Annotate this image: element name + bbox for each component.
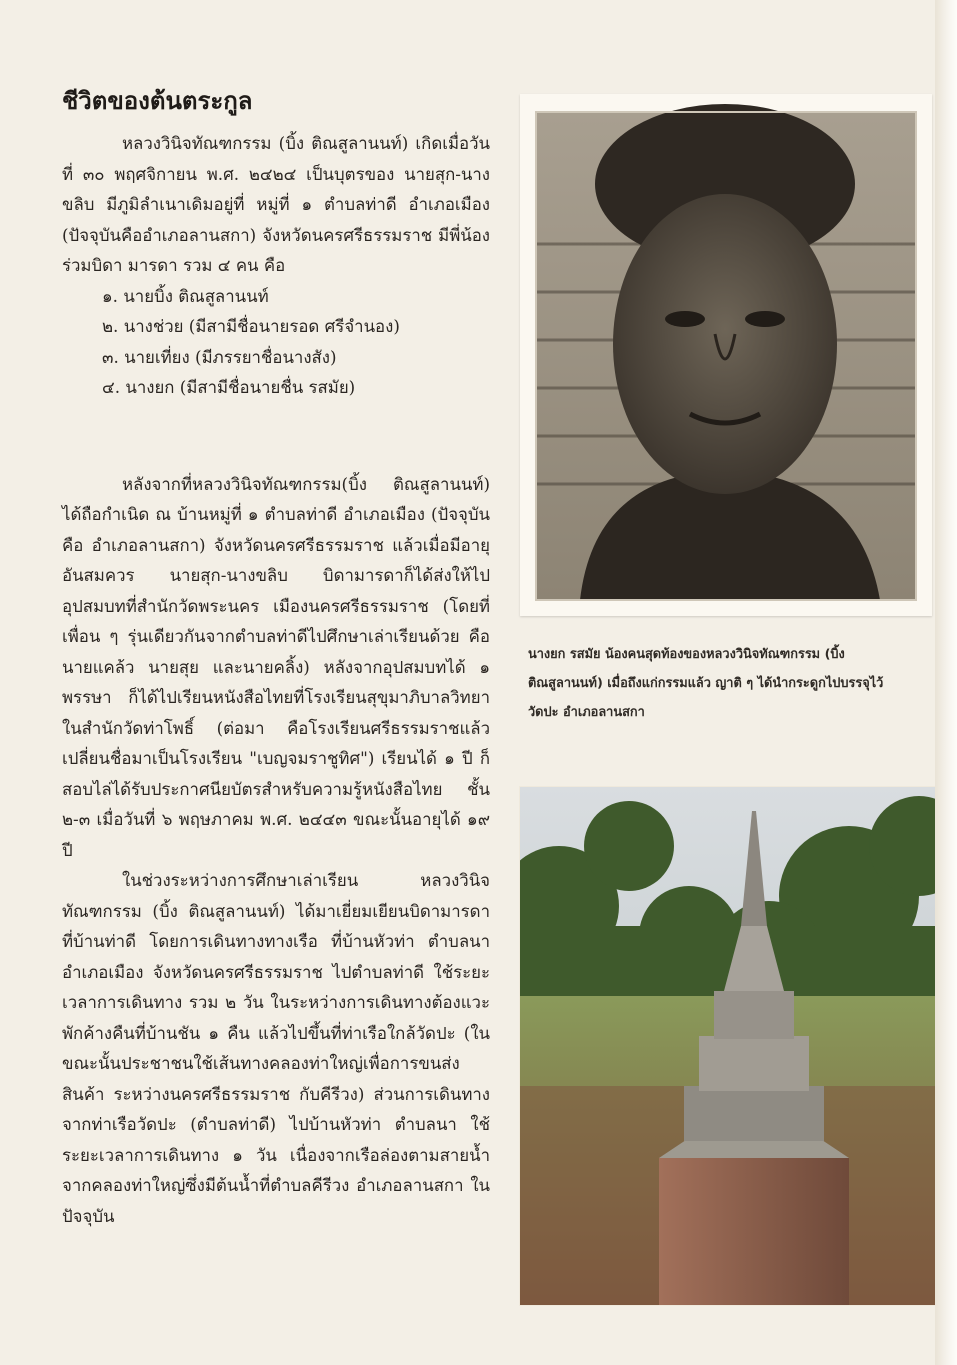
caption-line: วัดปะ อำเภอลานสกา xyxy=(528,705,645,720)
caption-line: ติณสูลานนท์) เมื่อถึงแก่กรรมแล้ว ญาติ ๆ ได้นำกระดูกไปบรรจุไว้ xyxy=(528,676,884,691)
intro-paragraph: หลวงวินิจทัณฑกรรม (บิ้ง ติณสูลานนท์) เกิดเมื่อวันที่ ๓๐ พฤศจิกายน พ.ศ. ๒๔๒๔ เป็นบุตรของ นายสุก-นางขลิบ มีภูมิลำเนาเดิมอยู่ที่ หมู่ที่ ๑ ตำบลท่าดี อำเภอเมือง (ปัจจุบันคืออำเภอลานสกา) จังหวัดนครศรีธรรมราช มีพี่น้องร่วมบิดา มารดา รวม ๔ คน คือ xyxy=(62,133,490,275)
list-item: ๓. นายเที่ยง (มีภรรยาชื่อนางสัง) xyxy=(102,346,337,367)
list-item: ๔. นางยก (มีสามีชื่อนายชื่น รสมัย) xyxy=(102,377,356,397)
list-item: ๒. นางช่วย (มีสามีชื่อนายรอด ศรีจำนอง) xyxy=(102,316,400,336)
spacer xyxy=(62,403,490,469)
text-column xyxy=(62,84,490,1231)
education-paragraph: หลังจากที่หลวงวินิจทัณฑกรรม(บิ้ง ติณสูลานนท์) ได้ถือกำเนิด ณ บ้านหมู่ที่ ๑ ตำบลท่าดี อำเภอเมือง (ปัจจุบันคือ อำเภอลานสกา) จังหวัดนครศรีธรรมราช แล้วเมื่อมีอายุอันสมควร นายสุก-นางขลิบ บิดามารดาก็ได้ส่งให้ไปอุปสมบทที่สำนักวัดพระนคร เมืองนครศรีธรรมราช (โดยที่เพื่อน ๆ รุ่นเดียวกันจากตำบลท่าดีไปศึกษาเล่าเรียนด้วย คือ นายแคล้ว นายสุย และนายคลิ้ง) หลังจากอุปสมบทได้ ๑ พรรษา ก็ได้ไปเรียนหนังสือไทยที่โรงเรียนสุขุมาภิบาลวิทยาในสำนักวัดท่าโพธิ์ (ต่อมา คือโรงเรียนศรีธรรมราชแล้วเปลี่ยนชื่อมาเป็นโรงเรียน "เบญจมราชูทิศ") เรียนได้ ๑ ปี ก็สอบไล่ได้รับประกาศนียบัตรสำหรับความรู้หนังสือไทย ชั้น ๒-๓ เมื่อวันที่ ๖ พฤษภาคม พ.ศ. ๒๔๔๓ ขณะนั้นอายุได้ ๑๙ ปี xyxy=(62,473,490,860)
page-gutter xyxy=(935,0,957,1365)
section-title: ชีวิตของต้นตระกูล xyxy=(62,87,253,115)
portrait-photo xyxy=(520,94,932,616)
siblings-list xyxy=(62,281,490,403)
stupa-photo xyxy=(519,786,943,1306)
caption-line: นางยก รสมัย น้องคนสุดท้องของหลวงวินิจทัณฑกรรม (บิ้ง xyxy=(528,647,845,662)
travel-paragraph: ในช่วงระหว่างการศึกษาเล่าเรียน หลวงวินิจทัณฑกรรม (บิ้ง ติณสูลานนท์) ได้มาเยี่ยมเยียนบิดามารดา ที่บ้านท่าดี โดยการเดินทางทางเรือ ที่บ้านหัวท่า ตำบลนา อำเภอเมือง จังหวัดนครศรีธรรมราช ไปตำบลท่าดี ใช้ระยะเวลาการเดินทาง รวม ๒ วัน ในระหว่างการเดินทางต้องแวะพักค้างคืนที่บ้านชัน ๑ คืน แล้วไปขึ้นที่ท่าเรือใกล้วัดปะ (ในขณะนั้นประชาชนใช้เส้นทางคลองท่าใหญ่เพื่อการขนส่งสินค้า ระหว่างนครศรีธรรมราช กับคีรีวง) ส่วนการเดินทางจากท่าเรือวัดปะ (ตำบลท่าดี) ไปบ้านหัวท่า ตำบลนา ใช้ระยะเวลาการเดินทาง ๑ วัน เนื่องจากเรือล่องตามสายน้ำ จากคลองท่าใหญ่ซึ่งมีต้นน้ำที่ตำบลคีรีวง อำเภอลานสกา ในปัจจุบัน xyxy=(62,870,490,1226)
photo-caption xyxy=(528,640,946,727)
list-item: ๑. นายบิ้ง ติณสูลานนท์ xyxy=(102,285,269,306)
